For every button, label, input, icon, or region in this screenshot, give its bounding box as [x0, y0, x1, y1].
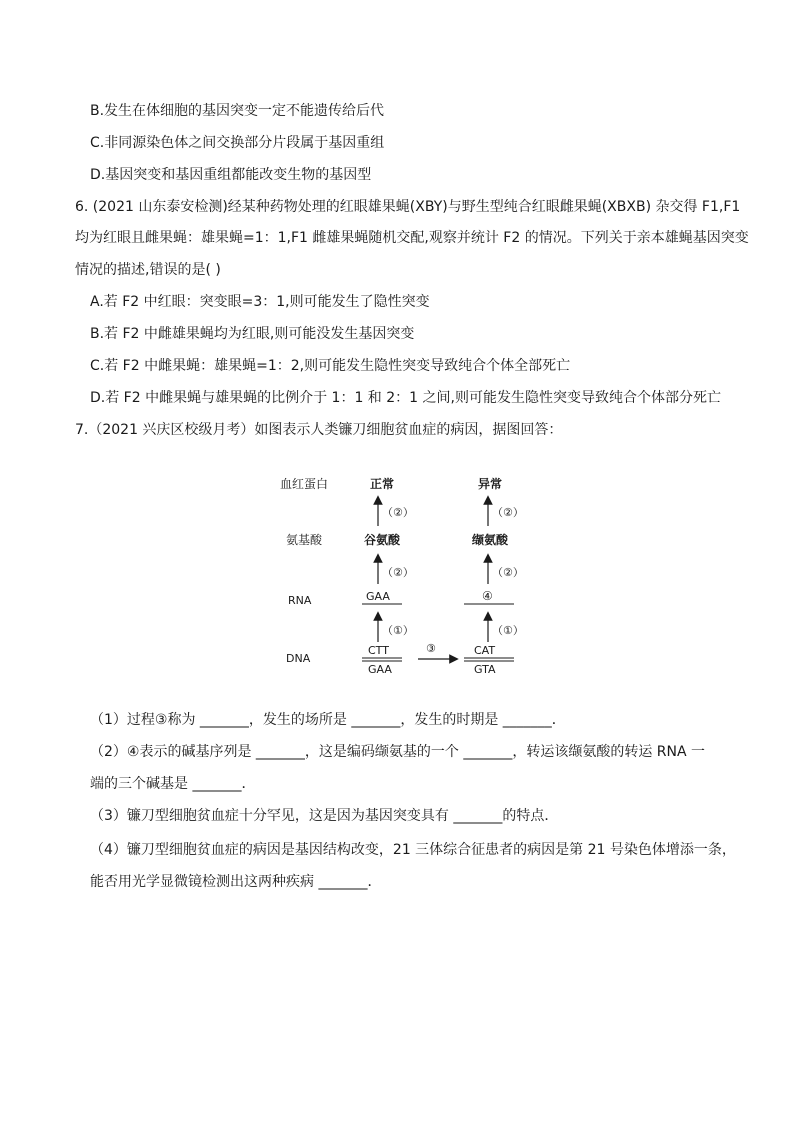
sickle-cell-diagram [270, 462, 530, 682]
right-arrow-1-label: （①） [492, 624, 524, 637]
right-rna: ④ [482, 589, 493, 603]
left-arrow-1-label: （①） [382, 624, 414, 637]
process-3-label: ③ [426, 642, 436, 655]
right-dna-top: CAT [474, 644, 496, 657]
q6-option-a: A.若 F2 中红眼：突变眼=3：1,则可能发生了隐性突变 [90, 294, 430, 310]
right-arrow-2b-label: （②） [492, 566, 524, 579]
q6-stem-line1: 6. (2021 山东泰安检测)经某种药物处理的红眼雄果蝇(XBY)与野生型纯合红眼雌果蝇(XBXB) 杂交得 F1,F1 [75, 199, 741, 215]
row-label-amino: 氨基酸 [286, 533, 323, 547]
q6-option-b: B.若 F2 中雌雄果蝇均为红眼,则可能没发生基因突变 [90, 326, 415, 342]
q7-sub2-line2: 端的三个碱基是 _______． [90, 776, 256, 792]
q6-stem-line2: 均为红眼且雌果蝇：雄果蝇=1：1,F1 雌雄果蝇随机交配,观察并统计 F2 的情况。下列关于亲本雄蝇基因突变 [75, 230, 749, 246]
q6-stem-line3: 情况的描述,错误的是( ) [75, 262, 221, 278]
right-protein: 异常 [478, 477, 503, 491]
diagram-svg [270, 462, 530, 682]
q7-sub4-line2: 能否用光学显微镜检测出这两种疾病 _______． [90, 874, 382, 890]
q6-option-d: D.若 F2 中雌果蝇与雄果蝇的比例介于 1：1 和 2：1 之间,则可能发生隐性突变导致纯合个体部分死亡 [90, 390, 721, 406]
q5-option-c: C.非同源染色体之间交换部分片段属于基因重组 [90, 135, 385, 151]
q7-sub2-line1: （2）④表示的碱基序列是 _______，这是编码缬氨基的一个 _______，转运该缬氨酸的转运 RNA 一 [90, 744, 706, 760]
q7-stem: 7.（2021 兴庆区校级月考）如图表示人类镰刀细胞贫血症的病因，据图回答： [75, 422, 563, 438]
q5-option-d: D.基因突变和基因重组都能改变生物的基因型 [90, 167, 372, 183]
left-arrow-2b-label: （②） [382, 566, 414, 579]
left-rna: GAA [366, 590, 390, 603]
left-protein: 正常 [370, 477, 395, 491]
right-arrow-2a-label: （②） [492, 506, 524, 519]
row-label-rna: RNA [288, 594, 312, 607]
q7-sub3: （3）镰刀型细胞贫血症十分罕见，这是因为基因突变具有 _______的特点． [90, 808, 559, 824]
left-dna-bottom: GAA [368, 663, 392, 676]
left-arrow-2a-label: （②） [382, 506, 414, 519]
left-dna-top: CTT [368, 644, 389, 657]
q7-sub1: （1）过程③称为 _______，发生的场所是 _______，发生的时期是 _______． [90, 712, 566, 728]
q7-sub4-line1: （4）镰刀型细胞贫血症的病因是基因结构改变，21 三体综合征患者的病因是第 21 号染色体增添一条， [90, 842, 736, 858]
row-label-dna: DNA [286, 652, 311, 665]
row-label-protein: 血红蛋白 [280, 477, 329, 491]
left-amino: 谷氨酸 [364, 533, 401, 547]
right-dna-bottom: GTA [474, 663, 496, 676]
right-amino: 缬氨酸 [472, 533, 509, 547]
q6-option-c: C.若 F2 中雌果蝇：雄果蝇=1：2,则可能发生隐性突变导致纯合个体全部死亡 [90, 358, 571, 374]
q5-option-b: B.发生在体细胞的基因突变一定不能遗传给后代 [90, 103, 385, 119]
